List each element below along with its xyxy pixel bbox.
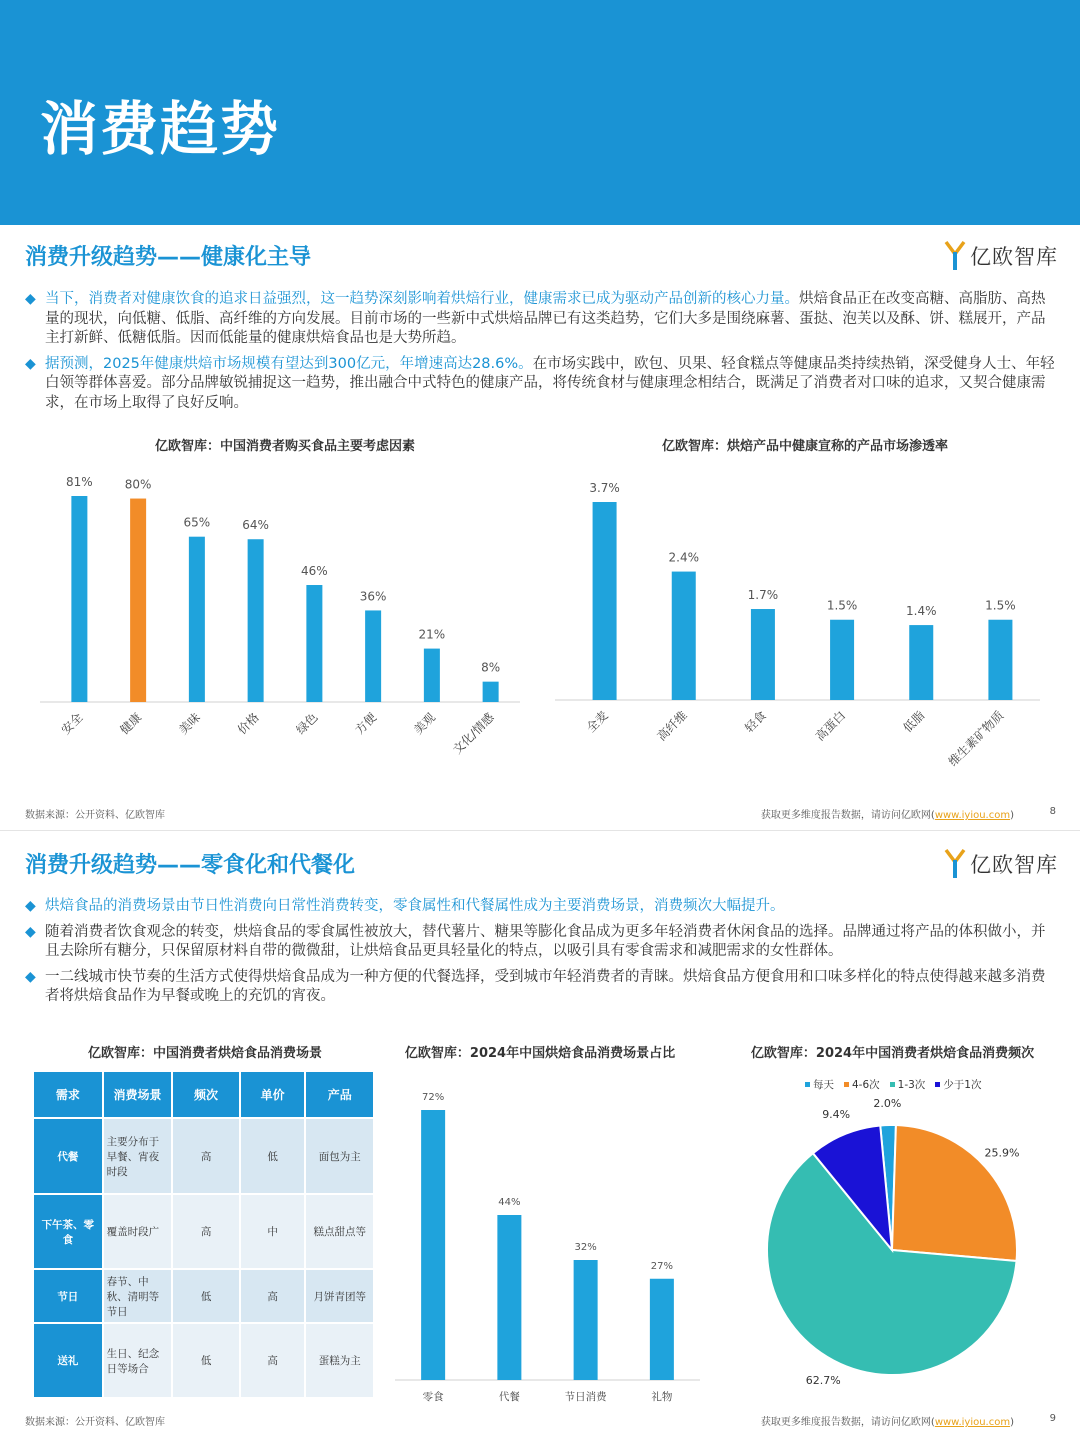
- diamond-bullet-icon: ◆: [25, 968, 36, 985]
- data-label: 44%: [498, 1197, 521, 1208]
- page-title: 消费趋势: [40, 95, 281, 163]
- bar: [306, 585, 322, 702]
- chart1-title: 亿欧智库：中国消费者购买食品主要考虑因素: [154, 439, 415, 454]
- data-label: 80%: [124, 477, 152, 492]
- tick-label: 低脂: [900, 708, 928, 736]
- chart1-factors-bar: [30, 455, 530, 795]
- tick-label: 健康: [117, 710, 145, 738]
- table-header: 产品: [305, 1071, 374, 1118]
- legend-item: [805, 1077, 834, 1092]
- data-label: 1.4%: [906, 604, 937, 619]
- data-label: 65%: [183, 515, 211, 530]
- more-info-text: 获取更多维度报告数据，请访问亿欧网(: [760, 1417, 935, 1428]
- bullet-item: [25, 355, 1057, 414]
- tick-label: 方便: [352, 710, 380, 738]
- tick-label: 节日消费: [564, 1391, 607, 1403]
- table-cell: 送礼: [33, 1323, 103, 1398]
- bullet-text: 随着消费者饮食观念的转变，烘焙食品的零食属性被放大，替代薯片、糖果等膨化食品成为更多年轻消费者休闲食品的选择。品牌通过将产品的体积做小，并且去除所有糖分，只保留原材料自带的微微甜，让烘焙食品更具轻量化的特点，以吸引具有零食需求和减肥需求的女性群体。: [45, 923, 1046, 959]
- data-label: 3.7%: [589, 481, 620, 495]
- data-label: 72%: [422, 1092, 445, 1103]
- legend-item: [844, 1077, 880, 1092]
- table-title: 亿欧智库：中国消费者烘焙食品消费场景: [87, 1046, 322, 1061]
- page-header: [0, 0, 1080, 225]
- data-label: 36%: [359, 589, 387, 604]
- bar: [424, 649, 440, 702]
- table-header: 需求: [33, 1071, 103, 1118]
- data-label: 27%: [650, 1260, 673, 1272]
- bar: [421, 1110, 445, 1380]
- tick-label: 美味: [176, 710, 203, 738]
- data-label: 21%: [418, 627, 446, 642]
- section1-bullets: [25, 290, 1057, 419]
- bullet-highlight: 当下，消费者对健康饮食的追求日益强烈，这一趋势深刻影响着烘焙行业，健康需求已成为驱动产品创新的核心力量。: [45, 291, 799, 307]
- chart2-title: 亿欧智库：烘焙产品中健康宣称的产品市场渗透率: [661, 439, 948, 454]
- slice-label: 25.9%: [984, 1146, 1020, 1160]
- tick-label: 轻食: [742, 708, 770, 736]
- table-cell: 代餐: [33, 1118, 103, 1194]
- table-cell: 春节、中秋、清明等节日: [103, 1269, 173, 1323]
- tick-label: 价格: [234, 710, 262, 738]
- bar: [248, 539, 264, 702]
- legend-item: [935, 1077, 981, 1092]
- logo-mark-icon: [944, 848, 966, 880]
- tick-label: 绿色: [293, 710, 321, 738]
- bar: [650, 1279, 674, 1380]
- logo-text: 亿欧智库: [970, 853, 1058, 877]
- chart3-scene-bar: [395, 1070, 700, 1405]
- table-row: [33, 1269, 374, 1323]
- table-cell: 节日: [33, 1269, 103, 1323]
- bullet-highlight: 据预测，2025年健康烘焙市场规模有望达到300亿元，年增速高达28.6%。: [45, 355, 533, 372]
- page-number: 8: [1049, 806, 1056, 817]
- tick-label: 高纤维: [654, 708, 690, 744]
- diamond-bullet-icon: ◆: [25, 355, 36, 372]
- section1-title: 消费升级趋势——健康化主导: [25, 245, 312, 270]
- data-label: 1.5%: [985, 598, 1016, 613]
- table-header-row: [33, 1071, 374, 1118]
- data-label: 46%: [301, 564, 328, 579]
- table-cell: 下午茶、零食: [33, 1194, 103, 1269]
- brand-logo: [944, 848, 1058, 880]
- slice-label: 62.7%: [805, 1373, 841, 1387]
- table-cell: 月饼青团等: [305, 1269, 374, 1323]
- bar: [672, 572, 696, 700]
- tick-label: 安全: [58, 710, 86, 738]
- tick-label: 全麦: [583, 708, 611, 736]
- more-info-suffix: ): [1010, 1417, 1014, 1428]
- page-divider: [0, 830, 1080, 831]
- table-cell: 高: [172, 1194, 240, 1269]
- table-cell: 高: [240, 1323, 306, 1398]
- table-cell: 高: [172, 1118, 240, 1194]
- legend-label: 1-3次: [897, 1079, 926, 1091]
- bar: [574, 1260, 598, 1380]
- more-info-text: 获取更多维度报告数据，请访问亿欧网(: [760, 810, 935, 821]
- table-header: 频次: [172, 1071, 240, 1118]
- legend-item: [890, 1077, 926, 1092]
- data-label: 32%: [574, 1242, 597, 1253]
- data-label: 1.7%: [747, 588, 779, 603]
- bar: [751, 609, 775, 700]
- table-header: 单价: [240, 1071, 306, 1118]
- tick-label: 礼物: [651, 1391, 673, 1403]
- table-row: [33, 1118, 374, 1194]
- pie-slice: [892, 1125, 1020, 1261]
- chart3-title: 亿欧智库：2024年中国烘焙食品消费场景占比: [404, 1046, 676, 1061]
- bar: [71, 496, 87, 702]
- data-label: 64%: [242, 518, 269, 533]
- source-note: 数据来源：公开资料、亿欧智库: [25, 810, 165, 821]
- legend-label: 少于1次: [943, 1079, 982, 1091]
- pie-legend: [805, 1077, 982, 1092]
- site-link[interactable]: www.iyiou.com: [934, 1417, 1011, 1428]
- more-info-suffix: ): [1010, 810, 1014, 821]
- bar: [593, 502, 617, 700]
- bullet-item: [25, 290, 1057, 349]
- chart4-title: 亿欧智库：2024年中国消费者烘焙食品消费频次: [750, 1046, 1035, 1061]
- diamond-bullet-icon: ◆: [25, 291, 36, 307]
- table-cell: 覆盖时段广: [103, 1194, 173, 1269]
- section2-title: 消费升级趋势——零食化和代餐化: [25, 853, 356, 878]
- tick-label: 代餐: [498, 1391, 520, 1403]
- table-cell: 蛋糕为主: [305, 1323, 374, 1398]
- tick-label: 维生素矿物质: [945, 708, 1007, 770]
- table-cell: 生日、纪念日等场合: [103, 1323, 173, 1398]
- bar: [483, 682, 499, 702]
- diamond-bullet-icon: ◆: [25, 923, 36, 940]
- scene-table: [32, 1070, 375, 1399]
- table-header: 消费场景: [103, 1071, 173, 1118]
- table-cell: 中: [240, 1194, 306, 1269]
- data-label: 81%: [66, 475, 93, 489]
- bullet-highlight: 烘焙食品的消费场景由节日性消费向日常性消费转变，零食属性和代餐属性成为主要消费场景，消费频次大幅提升。: [45, 898, 785, 914]
- legend-label: 每天: [813, 1079, 834, 1091]
- bar: [130, 499, 146, 702]
- table-row: [33, 1323, 374, 1398]
- more-info: [761, 1413, 1014, 1428]
- bullet-text: 在市场实践中，欧包、贝果、轻食糕点等健康品类持续热销，深受健身人士、年轻白领等群体喜爱。部分品牌敏锐捕捉这一趋势，推出融合中式特色的健康产品，将传统食材与健康理念相结合，既满足了消费者对口味的追求，又契合健康需求，在市场上取得了良好反响。: [45, 355, 1055, 411]
- bullet-item: [25, 923, 1057, 962]
- logo-text: 亿欧智库: [970, 245, 1058, 269]
- bar: [988, 620, 1012, 700]
- tick-label: 文化/情感: [450, 710, 497, 757]
- table-row: [33, 1194, 374, 1269]
- slice-label: 9.4%: [822, 1108, 851, 1122]
- bullet-text: 烘焙食品正在改变高糖、高脂肪、高热量的现状，向低糖、低脂、高纤维的方向发展。目前市场的一些新中式烘焙品牌已有这类趋势，它们大多是围绕麻薯、蛋挞、泡芙以及酥、饼、糕展开，产品主打新鲜、低糖低脂。因而低能量的健康烘焙食品也是大势所趋。: [45, 291, 1046, 346]
- more-info: [761, 806, 1014, 821]
- bar: [830, 620, 854, 700]
- legend-swatch: [890, 1082, 895, 1087]
- data-label: 8%: [481, 660, 501, 675]
- bullet-item: [25, 968, 1057, 1007]
- table-cell: 高: [240, 1269, 306, 1323]
- table-cell: 主要分布于早餐、宵夜时段: [103, 1118, 173, 1194]
- legend-swatch: [844, 1082, 849, 1087]
- bar: [365, 610, 381, 702]
- data-label: 2.4%: [668, 550, 699, 565]
- table-cell: 低: [172, 1269, 240, 1323]
- diamond-bullet-icon: ◆: [25, 898, 36, 914]
- brand-logo: [944, 240, 1058, 272]
- data-label: 1.5%: [826, 598, 858, 613]
- tick-label: 美观: [411, 710, 438, 738]
- table-cell: 面包为主: [305, 1118, 374, 1194]
- section2-bullets: [25, 897, 1057, 1013]
- bar: [497, 1215, 521, 1380]
- source-note: 数据来源：公开资料、亿欧智库: [25, 1417, 165, 1428]
- legend-swatch: [935, 1082, 940, 1087]
- bullet-text: 一二线城市快节奏的生活方式使得烘焙食品成为一种方便的代餐选择，受到城市年轻消费者的青睐。烘焙食品方便食用和口味多样化的特点使得越来越多消费者将烘焙食品作为早餐或晚上的充饥的宵夜。: [45, 968, 1046, 1004]
- slice-label: 2.0%: [873, 1097, 902, 1111]
- bar: [909, 625, 933, 700]
- table-cell: 低: [172, 1323, 240, 1398]
- legend-label: 4-6次: [852, 1079, 880, 1091]
- bar: [189, 537, 205, 702]
- chart2-health-bar: [555, 455, 1060, 795]
- table-cell: 糕点甜点等: [305, 1194, 374, 1269]
- chart4-frequency-pie: [740, 1095, 1060, 1395]
- tick-label: 零食: [422, 1391, 444, 1403]
- logo-mark-icon: [944, 240, 966, 272]
- table-cell: 低: [240, 1118, 306, 1194]
- legend-swatch: [805, 1082, 810, 1087]
- site-link[interactable]: www.iyiou.com: [934, 810, 1011, 821]
- bullet-item: [25, 897, 1057, 917]
- tick-label: 高蛋白: [812, 708, 849, 744]
- page-number: 9: [1049, 1413, 1056, 1424]
